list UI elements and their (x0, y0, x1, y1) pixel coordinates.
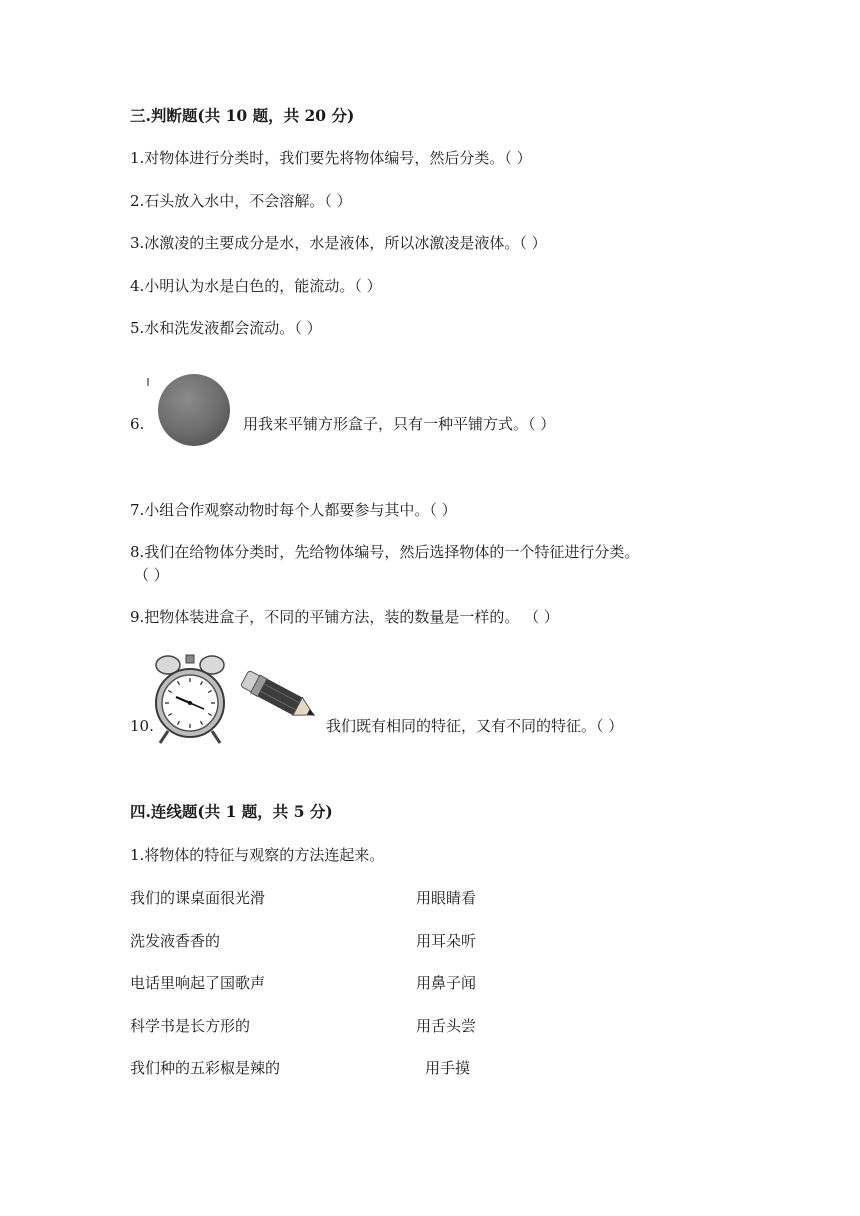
match-left-item: 科学书是长方形的 (130, 1017, 251, 1035)
alarm-clock-image (152, 653, 228, 745)
section-4-title: 四.连线题(共 1 题，共 5 分) (130, 802, 333, 821)
question-7: 7.小组合作观察动物时每个人都要参与其中。（ ） (130, 501, 457, 519)
question-5: 5.水和洗发液都会流动。（ ） (130, 319, 322, 337)
matching-question-1: 1.将物体的特征与观察的方法连起来。 (130, 846, 385, 864)
question-10-text: 我们既有相同的特征，又有不同的特征。（ ） (326, 717, 624, 735)
question-2: 2.石头放入水中，不会溶解。（ ） (130, 192, 352, 210)
section-3-title: 三.判断题(共 10 题，共 20 分) (130, 106, 355, 125)
question-8-line-2: （ ） (134, 566, 169, 584)
question-10-number: 10. (130, 717, 154, 735)
match-right-item: 用耳朵听 (416, 932, 477, 950)
question-6-text: 用我来平铺方形盒子，只有一种平铺方式。（ ） (243, 415, 556, 433)
match-left-item: 洗发液香香的 (130, 932, 221, 950)
match-left-item: 我们的课桌面很光滑 (130, 889, 266, 907)
match-right-item: 用鼻子闻 (416, 974, 477, 992)
question-8-line-1: 8.我们在给物体分类时，先给物体编号，然后选择物体的一个特征进行分类。 (130, 543, 640, 561)
question-3: 3.冰激凌的主要成分是水，水是液体，所以冰激凌是液体。（ ） (130, 234, 547, 252)
match-right-item: 用眼睛看 (416, 889, 477, 907)
question-4: 4.小明认为水是白色的，能流动。（ ） (130, 277, 382, 295)
match-right-item: 用手摸 (425, 1059, 471, 1077)
match-right-item: 用舌头尝 (416, 1017, 477, 1035)
match-left-item: 电话里响起了国歌声 (130, 974, 266, 992)
ball-image (146, 372, 234, 448)
question-9: 9.把物体装进盒子，不同的平铺方法，装的数量是一样的。 （ ） (130, 608, 559, 626)
question-6-number: 6. (130, 415, 145, 433)
pencil-image (234, 666, 326, 728)
match-left-item: 我们种的五彩椒是辣的 (130, 1059, 281, 1077)
question-1: 1.对物体进行分类时，我们要先将物体编号，然后分类。（ ） (130, 149, 532, 167)
